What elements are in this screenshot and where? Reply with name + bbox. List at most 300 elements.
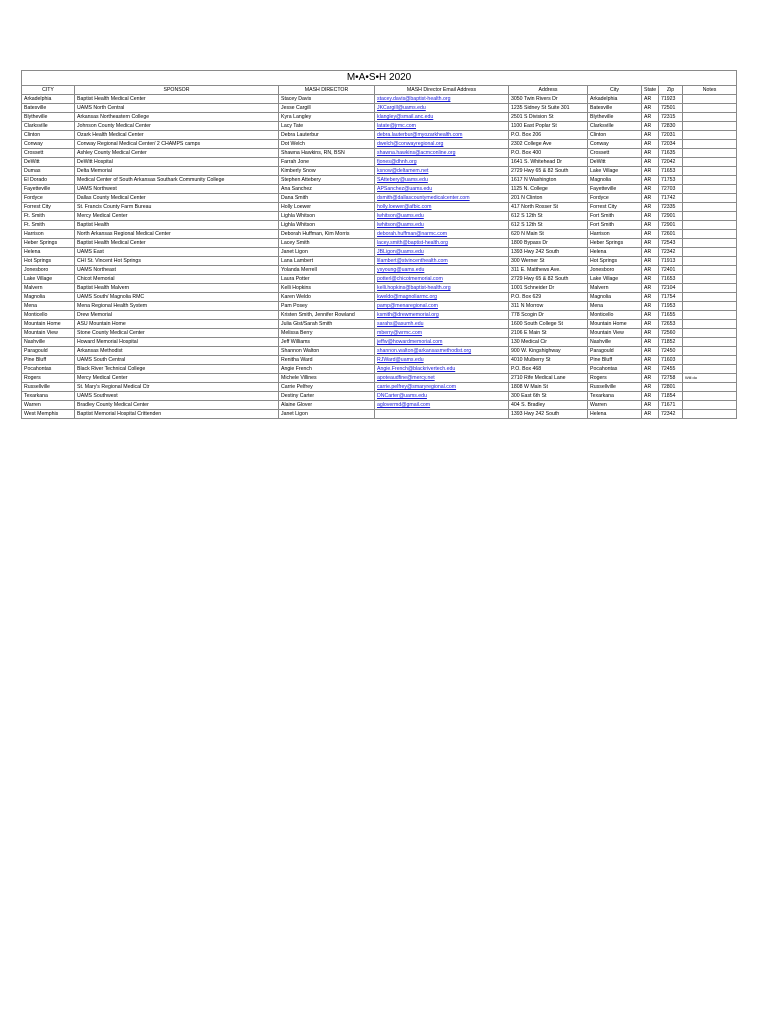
- cell-zip: 72455: [659, 365, 683, 374]
- cell-city: Russellville: [22, 383, 75, 392]
- col-header-director: MASH DIRECTOR: [279, 86, 375, 95]
- cell-sponsor: UAMS Southwest: [75, 392, 279, 401]
- cell-sponsor: Drew Memorial: [75, 311, 279, 320]
- cell-notes: [683, 392, 737, 401]
- cell-director: Dana Smith: [279, 194, 375, 203]
- cell-city2: Fordyce: [588, 194, 642, 203]
- spreadsheet: [21, 70, 736, 419]
- table-row: [22, 257, 737, 266]
- cell-notes: [683, 320, 737, 329]
- table-row: [22, 149, 737, 158]
- cell-zip: 72315: [659, 113, 683, 122]
- cell-city2: Fort Smith: [588, 212, 642, 221]
- cell-sponsor: Ozark Health Medical Center: [75, 131, 279, 140]
- cell-city: Harrison: [22, 230, 75, 239]
- table-row: [22, 185, 737, 194]
- cell-city: Conway: [22, 140, 75, 149]
- cell-director: Lana Lambert: [279, 257, 375, 266]
- cell-address: P.O. Box 468: [509, 365, 588, 374]
- cell-sponsor: Bradley County Medical Center: [75, 401, 279, 410]
- cell-state: AR: [642, 203, 659, 212]
- email-link[interactable]: kweldo@magnoliarmc.org: [377, 294, 438, 300]
- email-link[interactable]: RJWard@uams.edu: [377, 357, 424, 363]
- cell-city: Malvern: [22, 284, 75, 293]
- cell-address: P.O. Box 629: [509, 293, 588, 302]
- table-row: [22, 383, 737, 392]
- table-row: [22, 194, 737, 203]
- cell-email: [375, 221, 509, 230]
- cell-sponsor: Arkansas Northeastern College: [75, 113, 279, 122]
- cell-director: Janet Ligon: [279, 410, 375, 419]
- cell-notes: [683, 176, 737, 185]
- cell-state: AR: [642, 410, 659, 419]
- cell-address: 620 N Main St: [509, 230, 588, 239]
- email-link[interactable]: fjones@dhnh.org: [377, 159, 417, 165]
- cell-director: Alaine Glover: [279, 401, 375, 410]
- cell-state: AR: [642, 356, 659, 365]
- cell-zip: 72560: [659, 329, 683, 338]
- cell-address: P.O. Box 206: [509, 131, 588, 140]
- cell-sponsor: UAMS North Central: [75, 104, 279, 113]
- cell-director: Laura Potter: [279, 275, 375, 284]
- cell-city2: Mountain Home: [588, 320, 642, 329]
- email-link[interactable]: holly.loewer@afbic.com: [377, 204, 432, 210]
- cell-sponsor: Delta Memorial: [75, 167, 279, 176]
- cell-address: 1001 Schneider Dr: [509, 284, 588, 293]
- cell-address: 2302 College Ave: [509, 140, 588, 149]
- cell-notes: [683, 338, 737, 347]
- cell-zip: 72901: [659, 212, 683, 221]
- cell-city2: Harrison: [588, 230, 642, 239]
- cell-notes: [683, 311, 737, 320]
- cell-email: [375, 194, 509, 203]
- cell-email: [375, 122, 509, 131]
- cell-zip: 71653: [659, 167, 683, 176]
- cell-notes: [683, 284, 737, 293]
- col-header-zip: Zip: [659, 86, 683, 95]
- cell-director: Lacey Smith: [279, 239, 375, 248]
- cell-notes: [683, 212, 737, 221]
- table-row: [22, 113, 737, 122]
- cell-city: West Memphis: [22, 410, 75, 419]
- cell-city: Mountain Home: [22, 320, 75, 329]
- cell-city: Blytheville: [22, 113, 75, 122]
- cell-notes: [683, 383, 737, 392]
- cell-state: AR: [642, 329, 659, 338]
- cell-state: AR: [642, 113, 659, 122]
- cell-zip: 71953: [659, 302, 683, 311]
- cell-zip: 72901: [659, 221, 683, 230]
- cell-director: Carrie Pelfrey: [279, 383, 375, 392]
- cell-city2: Nashville: [588, 338, 642, 347]
- cell-sponsor: Howard Memorial Hospital: [75, 338, 279, 347]
- cell-director: Kimberly Snow: [279, 167, 375, 176]
- cell-sponsor: UAMS East: [75, 248, 279, 257]
- cell-city: Nashville: [22, 338, 75, 347]
- cell-director: Holly Loewer: [279, 203, 375, 212]
- cell-address: 2710 Rife Medical Lane: [509, 374, 588, 383]
- cell-director: Shannon Walton: [279, 347, 375, 356]
- email-link[interactable]: shannon.walton@arkansasmethodist.org: [377, 348, 472, 354]
- cell-sponsor: Chicot Memorial: [75, 275, 279, 284]
- cell-director: Kelli Hopkins: [279, 284, 375, 293]
- cell-city: Mena: [22, 302, 75, 311]
- cell-sponsor: Stone County Medical Center: [75, 329, 279, 338]
- cell-city2: Jonesboro: [588, 266, 642, 275]
- email-link[interactable]: apoteaudfine@mercy.net: [377, 375, 435, 381]
- cell-city2: Conway: [588, 140, 642, 149]
- cell-director: Julia Gist/Sarah Smith: [279, 320, 375, 329]
- cell-notes: [683, 248, 737, 257]
- header-row: [22, 86, 737, 95]
- cell-email: [375, 212, 509, 221]
- email-link[interactable]: DNCarter@uams.edu: [377, 393, 427, 399]
- cell-email: [375, 338, 509, 347]
- cell-city: Monticello: [22, 311, 75, 320]
- cell-address: 778 Scogin Dr: [509, 311, 588, 320]
- cell-city: Lake Village: [22, 275, 75, 284]
- cell-notes: [683, 122, 737, 131]
- email-link[interactable]: mberry@wrmc.com: [377, 330, 423, 336]
- cell-email: [375, 167, 509, 176]
- table-row: [22, 293, 737, 302]
- cell-city: Warren: [22, 401, 75, 410]
- cell-zip: 72601: [659, 230, 683, 239]
- cell-state: AR: [642, 365, 659, 374]
- cell-state: AR: [642, 230, 659, 239]
- cell-email: [375, 266, 509, 275]
- cell-state: AR: [642, 257, 659, 266]
- email-link[interactable]: stacey.davis@baptist-health.org: [377, 96, 451, 102]
- cell-email: [375, 383, 509, 392]
- cell-director: Dot Welch: [279, 140, 375, 149]
- cell-state: AR: [642, 266, 659, 275]
- cell-city2: Hot Springs: [588, 257, 642, 266]
- cell-state: AR: [642, 176, 659, 185]
- cell-state: AR: [642, 347, 659, 356]
- cell-address: 612 S 12th St: [509, 221, 588, 230]
- cell-sponsor: Medical Center of South Arkansas Southark Community College: [75, 176, 279, 185]
- cell-zip: 72450: [659, 347, 683, 356]
- cell-zip: 71852: [659, 338, 683, 347]
- table-row: [22, 329, 737, 338]
- cell-email: [375, 284, 509, 293]
- email-link[interactable]: klangley@smail.anc.edu: [377, 114, 434, 120]
- cell-address: 1393 Hwy 242 South: [509, 410, 588, 419]
- cell-city: Magnolia: [22, 293, 75, 302]
- cell-city2: Mountain View: [588, 329, 642, 338]
- cell-email: [375, 401, 509, 410]
- cell-city: Batesville: [22, 104, 75, 113]
- cell-city2: Forrest City: [588, 203, 642, 212]
- email-link[interactable]: SAttebery@uams.edu: [377, 177, 428, 183]
- email-link[interactable]: APSanchez@uams.edu: [377, 186, 433, 192]
- cell-sponsor: Baptist Health: [75, 221, 279, 230]
- cell-sponsor: St. Francis County Farm Bureau: [75, 203, 279, 212]
- cell-address: 1617 N Washington: [509, 176, 588, 185]
- cell-email: [375, 257, 509, 266]
- table-row: [22, 365, 737, 374]
- cell-email: [375, 104, 509, 113]
- cell-city: Ft. Smith: [22, 212, 75, 221]
- cell-address: 1800 Bypass Dr: [509, 239, 588, 248]
- cell-state: AR: [642, 167, 659, 176]
- cell-city: Clinton: [22, 131, 75, 140]
- email-link[interactable]: JKCargill@uams.edu: [377, 105, 426, 111]
- cell-director: Jeff Williams: [279, 338, 375, 347]
- cell-notes: [683, 230, 737, 239]
- email-link[interactable]: lwhitson@uams.edu: [377, 222, 424, 228]
- cell-director: Stacey Davis: [279, 95, 375, 104]
- table-row: [22, 203, 737, 212]
- cell-city: Hot Springs: [22, 257, 75, 266]
- email-link[interactable]: debra.lauterbur@myozarkhealth.com: [377, 132, 463, 138]
- table-row: [22, 356, 737, 365]
- cell-director: Destiny Carter: [279, 392, 375, 401]
- cell-director: Karen Weldo: [279, 293, 375, 302]
- cell-city2: Texarkana: [588, 392, 642, 401]
- cell-city2: Malvern: [588, 284, 642, 293]
- cell-director: Ana Sanchez: [279, 185, 375, 194]
- cell-sponsor: Mercy Medical Center: [75, 374, 279, 383]
- cell-sponsor: Baptist Memorial Hospital Crittenden: [75, 410, 279, 419]
- cell-sponsor: UAMS Northeast: [75, 266, 279, 275]
- sheet-title: M•A•S•H 2020: [22, 71, 737, 86]
- email-link[interactable]: pamp@menaregional.com: [377, 303, 438, 309]
- email-link[interactable]: lilambert@stvincenthealth.com: [377, 258, 448, 264]
- table-row: [22, 131, 737, 140]
- cell-city: Paragould: [22, 347, 75, 356]
- cell-address: 130 Medical Cir: [509, 338, 588, 347]
- cell-city: Fayetteville: [22, 185, 75, 194]
- cell-sponsor: DeWitt Hospital: [75, 158, 279, 167]
- email-link[interactable]: JBLigon@uams.edu: [377, 249, 424, 255]
- cell-director: Jesse Cargill: [279, 104, 375, 113]
- cell-email: [375, 374, 509, 383]
- cell-sponsor: North Arkansas Regional Medical Center: [75, 230, 279, 239]
- email-link[interactable]: ysyoung@uams.edu: [377, 267, 425, 273]
- table-row: [22, 95, 737, 104]
- cell-sponsor: ASU Mountain Home: [75, 320, 279, 329]
- cell-city2: Crossett: [588, 149, 642, 158]
- cell-email: [375, 347, 509, 356]
- col-header-notes: Notes: [683, 86, 737, 95]
- cell-sponsor: Ashley County Medical Center: [75, 149, 279, 158]
- cell-address: 2106 E Main St: [509, 329, 588, 338]
- cell-sponsor: Conway Regional Medical Center/ 2 CHAMPS camps: [75, 140, 279, 149]
- cell-sponsor: Johnson County Medical Center: [75, 122, 279, 131]
- cell-city2: Monticello: [588, 311, 642, 320]
- cell-city2: Mena: [588, 302, 642, 311]
- table-row: [22, 122, 737, 131]
- email-link[interactable]: jeffw@howardmemorial.com: [377, 339, 443, 345]
- cell-city: Forrest City: [22, 203, 75, 212]
- cell-notes: [683, 239, 737, 248]
- cell-zip: 71635: [659, 149, 683, 158]
- cell-state: AR: [642, 338, 659, 347]
- cell-director: Pam Posey: [279, 302, 375, 311]
- cell-city: Pocahontas: [22, 365, 75, 374]
- cell-zip: 71671: [659, 401, 683, 410]
- table-row: [22, 230, 737, 239]
- cell-city: Dumas: [22, 167, 75, 176]
- cell-email: [375, 149, 509, 158]
- cell-state: AR: [642, 95, 659, 104]
- cell-zip: 72401: [659, 266, 683, 275]
- cell-state: AR: [642, 320, 659, 329]
- cell-director: Melissa Berry: [279, 329, 375, 338]
- cell-sponsor: Black River Technical College: [75, 365, 279, 374]
- cell-zip: 71923: [659, 95, 683, 104]
- cell-address: 201 N Clinton: [509, 194, 588, 203]
- cell-address: 311 E. Matthews Ave.: [509, 266, 588, 275]
- cell-city2: Russellville: [588, 383, 642, 392]
- email-link[interactable]: ksmith@drewmemorial.org: [377, 312, 439, 318]
- cell-city2: DeWitt: [588, 158, 642, 167]
- cell-zip: 72653: [659, 320, 683, 329]
- table-row: [22, 212, 737, 221]
- cell-city2: Fort Smith: [588, 221, 642, 230]
- cell-email: [375, 239, 509, 248]
- cell-city2: Heber Springs: [588, 239, 642, 248]
- cell-city2: Helena: [588, 248, 642, 257]
- email-link[interactable]: Angie.French@blackrivertech.edu: [377, 366, 456, 372]
- cell-notes: [683, 347, 737, 356]
- email-link[interactable]: shawna.hawkins@acmconline.org: [377, 150, 456, 156]
- table-row: [22, 311, 737, 320]
- cell-address: 417 North Rosser St: [509, 203, 588, 212]
- email-link[interactable]: lacey.smith@baptist-health.org: [377, 240, 448, 246]
- cell-address: 1641 S. Whitehead Dr: [509, 158, 588, 167]
- cell-email: [375, 356, 509, 365]
- cell-notes: [683, 167, 737, 176]
- cell-email: [375, 113, 509, 122]
- cell-city2: Fayetteville: [588, 185, 642, 194]
- cell-city: Jonesboro: [22, 266, 75, 275]
- cell-notes: [683, 185, 737, 194]
- cell-notes: [683, 140, 737, 149]
- cell-director: Farrah Jone: [279, 158, 375, 167]
- table-row: [22, 347, 737, 356]
- cell-address: 612 S 12th St: [509, 212, 588, 221]
- cell-director: Lighla Whitson: [279, 221, 375, 230]
- cell-email: [375, 329, 509, 338]
- cell-city: El Dorado: [22, 176, 75, 185]
- cell-notes: [683, 257, 737, 266]
- cell-address: 1393 Hwy 242 South: [509, 248, 588, 257]
- cell-zip: 71603: [659, 356, 683, 365]
- cell-sponsor: Baptist Health Medical Center: [75, 95, 279, 104]
- cell-email: [375, 248, 509, 257]
- table-row: [22, 104, 737, 113]
- cell-state: AR: [642, 383, 659, 392]
- cell-email: [375, 365, 509, 374]
- cell-email: [375, 158, 509, 167]
- cell-notes: Will do: [683, 374, 737, 383]
- cell-address: 900 W. Kingshighway: [509, 347, 588, 356]
- cell-email: [375, 176, 509, 185]
- cell-state: AR: [642, 158, 659, 167]
- cell-notes: [683, 221, 737, 230]
- table-row: [22, 167, 737, 176]
- col-header-city: CITY: [22, 86, 75, 95]
- cell-city2: Arkadelphia: [588, 95, 642, 104]
- cell-email: [375, 320, 509, 329]
- table-row: [22, 248, 737, 257]
- email-link[interactable]: carrie.pelfrey@smaryregional.com: [377, 384, 457, 390]
- email-link[interactable]: latate@jrmc.com: [377, 123, 416, 129]
- cell-address: 1808 W Main St: [509, 383, 588, 392]
- table-row: [22, 266, 737, 275]
- cell-city: Fordyce: [22, 194, 75, 203]
- email-link[interactable]: ksnow@deltamem.net: [377, 168, 429, 174]
- cell-sponsor: UAMS Northwest: [75, 185, 279, 194]
- cell-email: [375, 203, 509, 212]
- email-link[interactable]: dsmith@dallascountymedicalcenter.com: [377, 195, 470, 201]
- cell-state: AR: [642, 140, 659, 149]
- cell-zip: 72034: [659, 140, 683, 149]
- cell-address: 2729 Hwy 65 & 82 South: [509, 275, 588, 284]
- cell-city2: Blytheville: [588, 113, 642, 122]
- cell-director: Deborah Huffman, Kim Morris: [279, 230, 375, 239]
- cell-state: AR: [642, 194, 659, 203]
- email-link[interactable]: deborah.huffman@narmc.com: [377, 231, 448, 237]
- cell-city2: Lake Village: [588, 275, 642, 284]
- email-link[interactable]: lwhitson@uams.edu: [377, 213, 424, 219]
- table-row: [22, 140, 737, 149]
- email-link[interactable]: aglovermd@gmail.com: [377, 402, 431, 408]
- cell-city: Mountain View: [22, 329, 75, 338]
- cell-email: [375, 302, 509, 311]
- cell-zip: 72104: [659, 284, 683, 293]
- cell-city: Ft. Smith: [22, 221, 75, 230]
- cell-zip: 72758: [659, 374, 683, 383]
- cell-state: AR: [642, 401, 659, 410]
- cell-city2: Rogers: [588, 374, 642, 383]
- cell-zip: 72342: [659, 410, 683, 419]
- cell-notes: [683, 113, 737, 122]
- cell-address: 2729 Hwy 65 & 82 South: [509, 167, 588, 176]
- cell-state: AR: [642, 392, 659, 401]
- table-row: [22, 302, 737, 311]
- cell-director: Stephen Attebery: [279, 176, 375, 185]
- table-row: [22, 176, 737, 185]
- cell-notes: [683, 266, 737, 275]
- email-link[interactable]: sarahs@asumh.edu: [377, 321, 424, 327]
- cell-zip: 72703: [659, 185, 683, 194]
- table-row: [22, 410, 737, 419]
- cell-city: Rogers: [22, 374, 75, 383]
- cell-city2: Magnolia: [588, 293, 642, 302]
- email-link[interactable]: kelli.hopkins@baptist-health.org: [377, 285, 451, 291]
- cell-email: [375, 275, 509, 284]
- cell-zip: 71913: [659, 257, 683, 266]
- email-link[interactable]: dwelch@conwayregional.org: [377, 141, 444, 147]
- table-row: [22, 401, 737, 410]
- cell-zip: 72042: [659, 158, 683, 167]
- table-row: [22, 392, 737, 401]
- cell-director: Shawna Hawkins, RN, BSN: [279, 149, 375, 158]
- cell-address: 300 Werner St: [509, 257, 588, 266]
- cell-city2: Helena: [588, 410, 642, 419]
- cell-sponsor: Baptist Health Medical Center: [75, 239, 279, 248]
- cell-city: Helena: [22, 248, 75, 257]
- cell-city: Pine Bluff: [22, 356, 75, 365]
- cell-state: AR: [642, 311, 659, 320]
- email-link[interactable]: potterl@chicotmemorial.com: [377, 276, 443, 282]
- cell-director: Yolanda Merrell: [279, 266, 375, 275]
- cell-email: [375, 410, 509, 419]
